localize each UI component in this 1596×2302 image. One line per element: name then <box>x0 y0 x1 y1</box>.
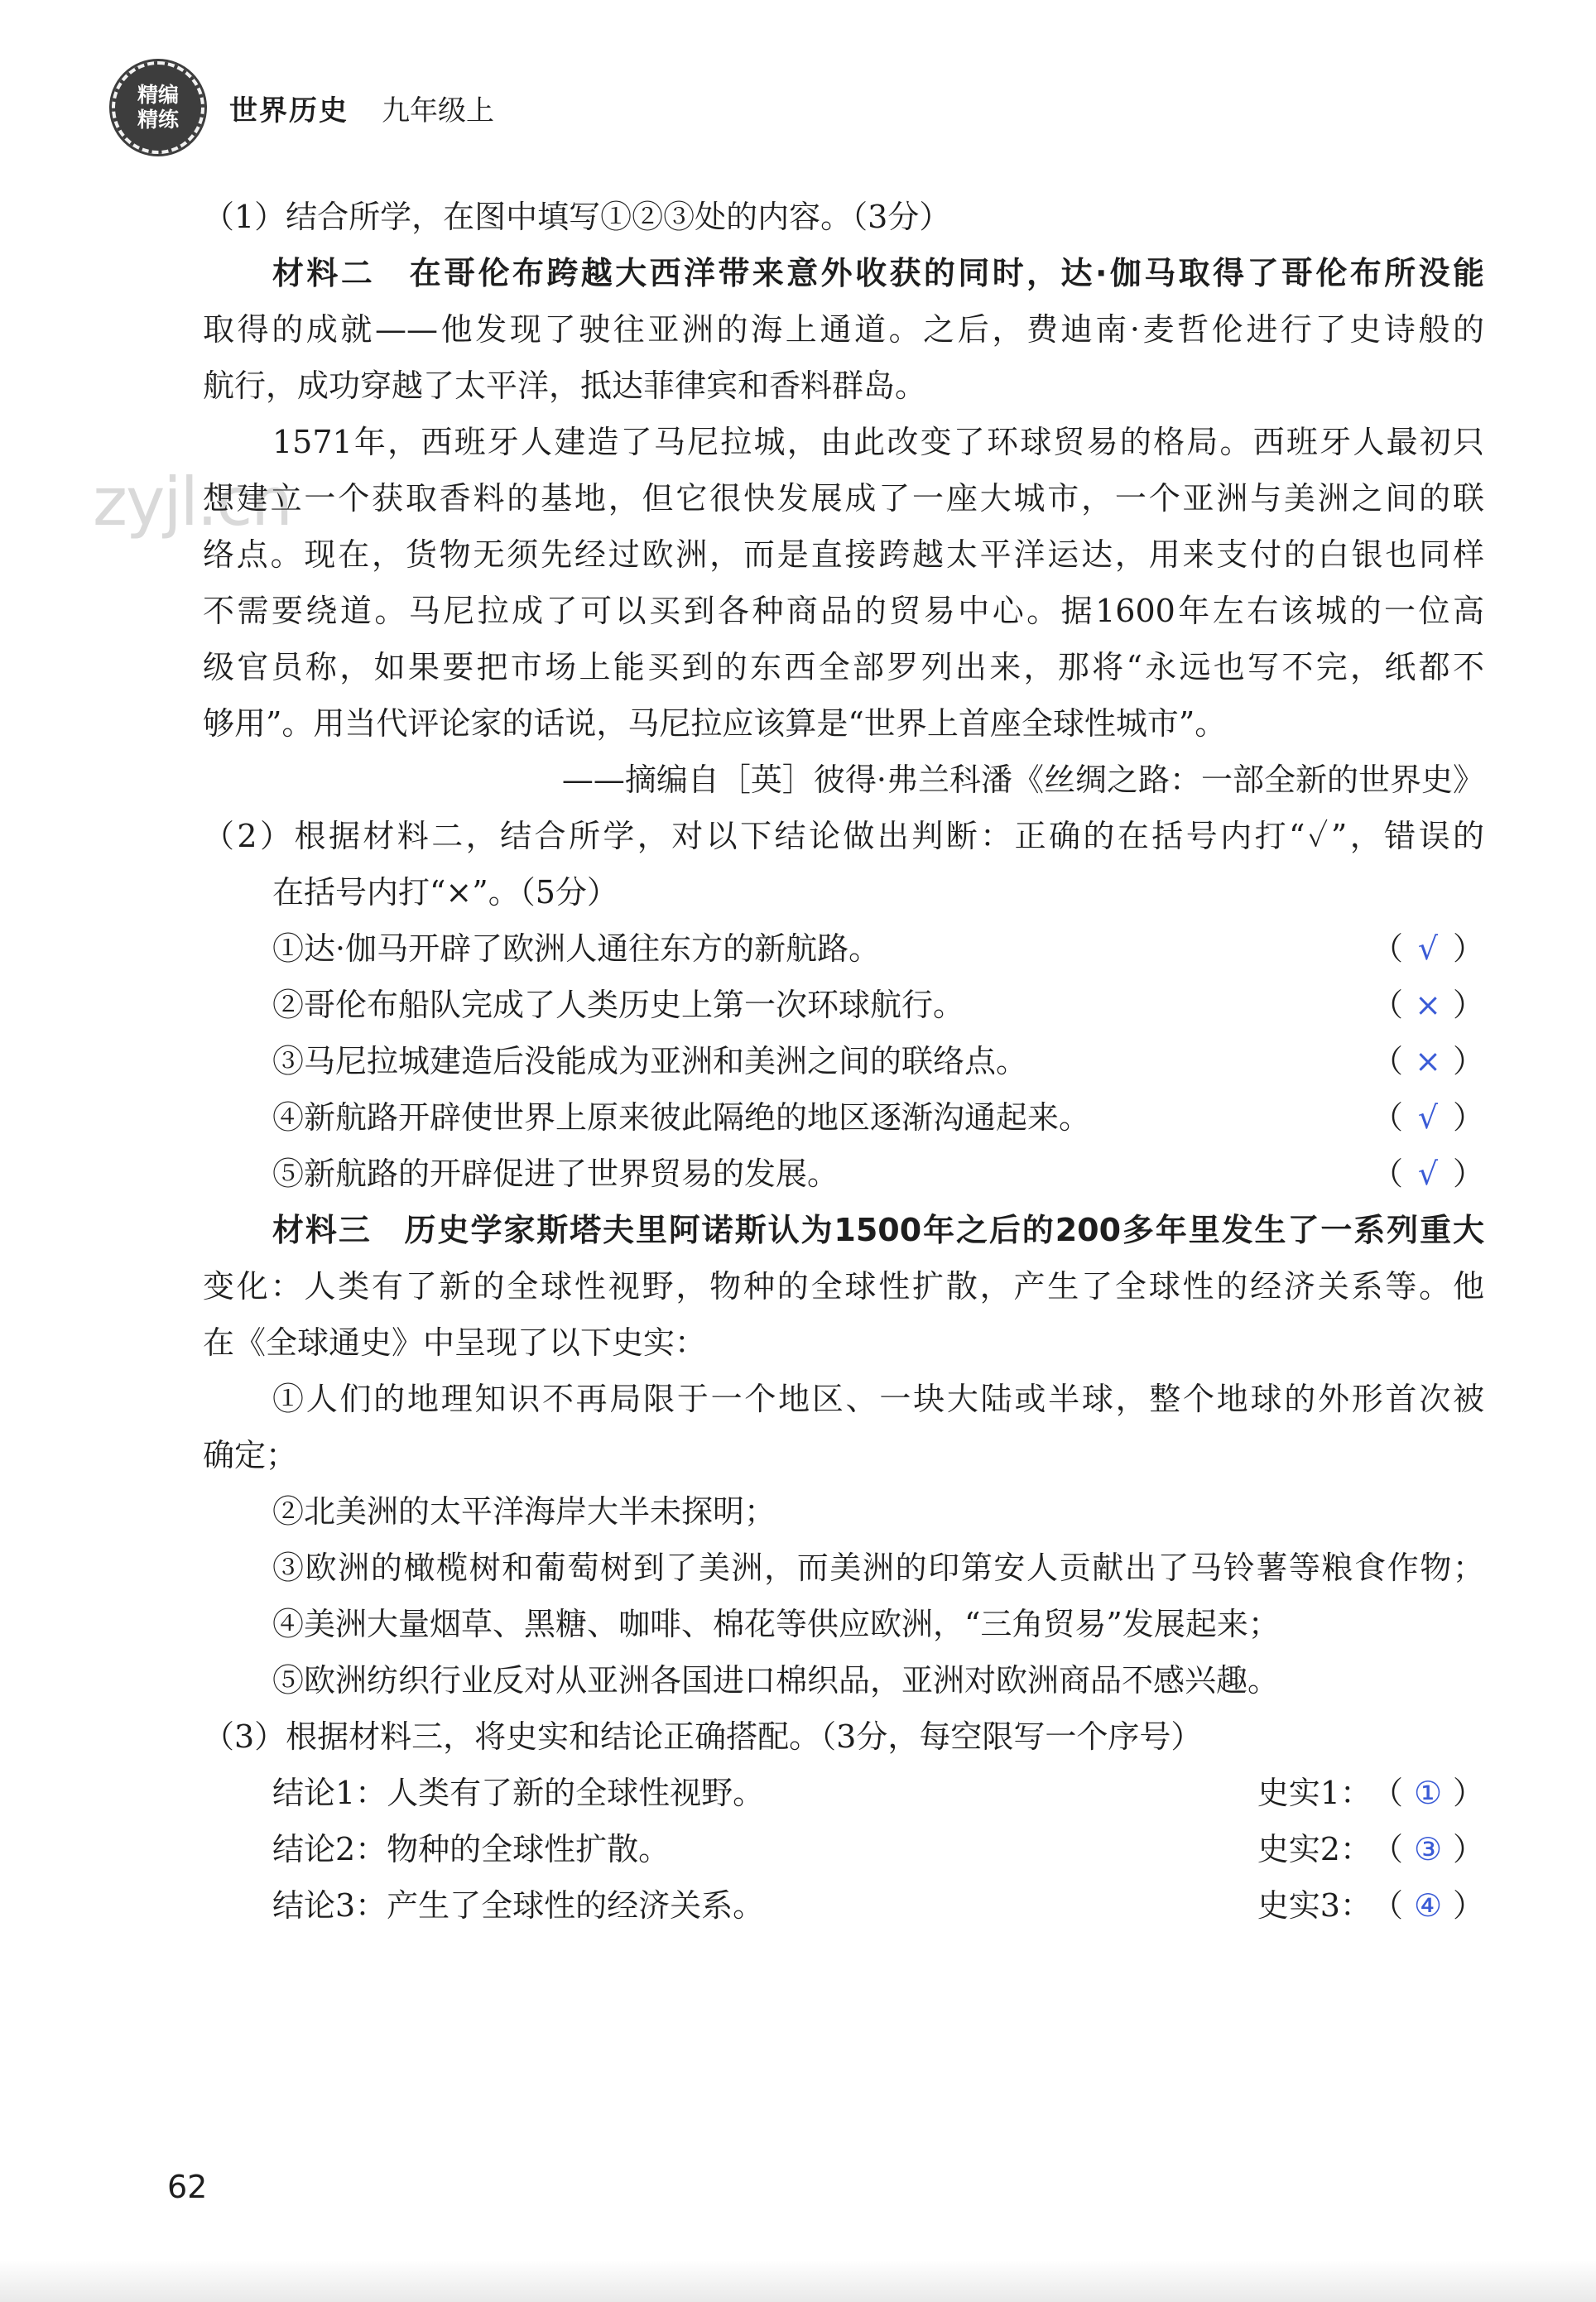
material2-para2-line-4: 不需要绕道。马尼拉成了可以买到各种商品的贸易中心。据1600年左右该城的一位高 <box>203 593 1484 629</box>
answer-mark: √ <box>1417 1156 1439 1192</box>
question-1: （1）结合所学，在图中填写①②③处的内容。（3分） <box>203 199 951 235</box>
material2-para2-line-1: 1571年，西班牙人建造了马尼拉城，由此改变了环球贸易的格局。西班牙人最初只 <box>272 424 1484 460</box>
material3-line-2: 变化：人类有了新的全球性视野，物种的全球性扩散，产生了全球性的经济关系等。他 <box>203 1268 1484 1305</box>
fact-3: ③欧洲的橄榄树和葡萄树到了美洲，而美洲的印第安人贡献出了马铃薯等粮食作物； <box>272 1550 1484 1586</box>
fact-1: ①人们的地理知识不再局限于一个地区、一块大陆或半球，整个地球的外形首次被 <box>272 1381 1484 1417</box>
material2-para2-line-5: 级官员称，如果要把市场上能买到的东西全部罗列出来，那将“永远也写不完，纸都不 <box>203 649 1484 685</box>
page-number: 62 <box>167 2169 208 2205</box>
badge-line1: 精编 <box>137 83 179 107</box>
answer-bracket: （ √ ） <box>1372 920 1484 977</box>
book-title: 世界历史 <box>229 94 349 127</box>
answer-mark: ① <box>1413 1775 1443 1811</box>
material2-line-2: 取得的成就——他发现了驶往亚洲的海上通道。之后，费迪南·麦哲伦进行了史诗般的 <box>203 311 1484 348</box>
question-2-line-1: （2）根据材料二，结合所学，对以下结论做出判断：正确的在括号内打“✓”，错误的 <box>203 818 1484 854</box>
judgement-item: ③马尼拉城建造后没能成为亚洲和美洲之间的联络点。 （ × ） <box>203 1033 1484 1089</box>
match-pair: 结论3：产生了全球性的经济关系。 史实3： （ ④ ） <box>203 1877 1484 1934</box>
fact-5: ⑤欧洲纺织行业反对从亚洲各国进口棉织品，亚洲对欧洲商品不感兴趣。 <box>272 1662 1280 1699</box>
badge-line2: 精练 <box>137 108 179 132</box>
page-header <box>112 62 494 153</box>
material2-source: ——摘编自［英］彼得·弗兰科潘《丝绸之路：一部全新的世界史》 <box>561 762 1484 798</box>
answer-mark: ③ <box>1413 1831 1443 1867</box>
question-2-line-2: 在括号内打“×”。（5分） <box>272 874 618 911</box>
fact-4: ④美洲大量烟草、黑糖、咖啡、棉花等供应欧洲，“三角贸易”发展起来； <box>272 1606 1280 1642</box>
watermark: zyjl.cn <box>93 464 291 541</box>
answer-mark: × <box>1415 987 1441 1023</box>
judgement-item: ①达·伽马开辟了欧洲人通往东方的新航路。 （ √ ） <box>203 920 1484 977</box>
answer-mark: × <box>1415 1043 1441 1079</box>
material2-para2-line-2: 想建立一个获取香料的基地，但它很快发展成了一座大城市，一个亚洲与美洲之间的联 <box>203 480 1484 517</box>
answer-bracket: （ √ ） <box>1372 1146 1484 1202</box>
judgement-item: ⑤新航路的开辟促进了世界贸易的发展。 （ √ ） <box>203 1146 1484 1202</box>
material2-para2-line-6: 够用”。用当代评论家的话说，马尼拉应该算是“世界上首座全球性城市”。 <box>203 705 1227 742</box>
material2-line-1: 材料二 在哥伦布跨越大西洋带来意外收获的同时，达·伽马取得了哥伦布所没能 <box>272 255 1484 291</box>
fact-1-cont: 确定； <box>203 1437 298 1473</box>
page-edge-shadow <box>0 2260 1596 2302</box>
answer-mark: √ <box>1417 930 1439 967</box>
material2-para2-line-3: 络点。现在，货物无须先经过欧洲，而是直接跨越太平洋运达，用来支付的白银也同样 <box>203 536 1484 573</box>
answer-bracket: （ √ ） <box>1372 1089 1484 1146</box>
series-badge-logo <box>112 61 204 154</box>
material2-line-3: 航行，成功穿越了太平洋，抵达菲律宾和香料群岛。 <box>203 368 927 404</box>
book-grade: 九年级上 <box>382 94 494 127</box>
match-pair: 结论1：人类有了新的全球性视野。 史实1： （ ① ） <box>203 1765 1484 1821</box>
answer-bracket: （ × ） <box>1372 1033 1484 1089</box>
answer-bracket: （ × ） <box>1372 977 1484 1033</box>
match-pair: 结论2：物种的全球性扩散。 史实2： （ ③ ） <box>203 1821 1484 1877</box>
judgement-item: ②哥伦布船队完成了人类历史上第一次环球航行。 （ × ） <box>203 977 1484 1033</box>
question-3: （3）根据材料三，将史实和结论正确搭配。（3分，每空限写一个序号） <box>203 1718 1203 1755</box>
answer-mark: ④ <box>1413 1887 1443 1924</box>
fact-2: ②北美洲的太平洋海岸大半未探明； <box>272 1493 776 1530</box>
material3-line-3: 在《全球通史》中呈现了以下史实： <box>203 1324 707 1361</box>
judgement-item: ④新航路开辟使世界上原来彼此隔绝的地区逐渐沟通起来。 （ √ ） <box>203 1089 1484 1146</box>
answer-mark: √ <box>1417 1099 1439 1136</box>
page-content <box>203 189 1484 1934</box>
material3-line-1: 材料三 历史学家斯塔夫里阿诺斯认为1500年之后的200多年里发生了一系列重大 <box>272 1212 1484 1248</box>
